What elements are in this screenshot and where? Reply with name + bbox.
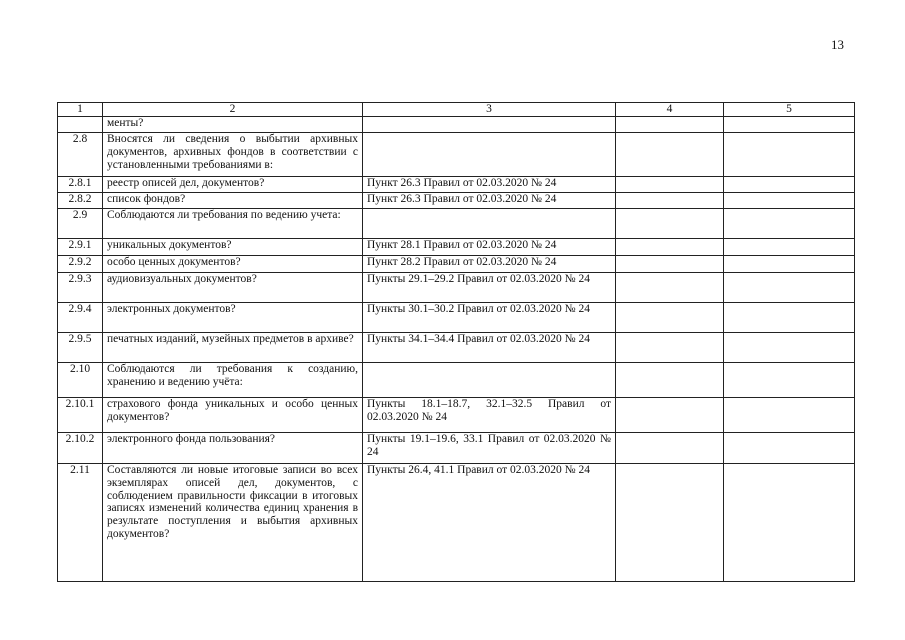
row-number: 2.9.2 bbox=[58, 256, 103, 273]
question-text: особо ценных документов? bbox=[103, 256, 363, 273]
table-row bbox=[58, 133, 855, 177]
answer-cell bbox=[616, 333, 724, 363]
table-row bbox=[58, 303, 855, 333]
note-cell bbox=[724, 177, 855, 193]
answer-cell bbox=[616, 256, 724, 273]
note-cell bbox=[724, 333, 855, 363]
question-text: менты? bbox=[103, 117, 363, 133]
answer-cell bbox=[616, 193, 724, 209]
table-row bbox=[58, 177, 855, 193]
reference-text: Пункт 28.1 Правил от 02.03.2020 № 24 bbox=[363, 239, 616, 256]
table-row bbox=[58, 398, 855, 433]
row-number: 2.8.1 bbox=[58, 177, 103, 193]
table-row bbox=[58, 193, 855, 209]
table-row bbox=[58, 239, 855, 256]
note-cell bbox=[724, 273, 855, 303]
answer-cell bbox=[616, 209, 724, 239]
column-header: 1 bbox=[58, 103, 103, 117]
question-text: Соблюдаются ли требования по ведению учета: bbox=[103, 209, 363, 239]
answer-cell bbox=[616, 464, 724, 582]
question-text: список фондов? bbox=[103, 193, 363, 209]
reference-text: Пункт 26.3 Правил от 02.03.2020 № 24 bbox=[363, 193, 616, 209]
row-number: 2.9.3 bbox=[58, 273, 103, 303]
reference-text: Пункты 30.1–30.2 Правил от 02.03.2020 № 24 bbox=[363, 303, 616, 333]
answer-cell bbox=[616, 133, 724, 177]
reference-text: Пункты 34.1–34.4 Правил от 02.03.2020 № 24 bbox=[363, 333, 616, 363]
answer-cell bbox=[616, 117, 724, 133]
answer-cell bbox=[616, 398, 724, 433]
row-number: 2.9.1 bbox=[58, 239, 103, 256]
note-cell bbox=[724, 239, 855, 256]
table-row bbox=[58, 117, 855, 133]
column-header: 5 bbox=[724, 103, 855, 117]
checklist-table bbox=[57, 102, 855, 582]
table-row bbox=[58, 464, 855, 582]
header-row bbox=[58, 103, 855, 117]
table-row bbox=[58, 433, 855, 464]
reference-text bbox=[363, 209, 616, 239]
note-cell bbox=[724, 363, 855, 398]
row-number: 2.11 bbox=[58, 464, 103, 582]
page-number: 13 bbox=[831, 37, 844, 52]
reference-text: Пункты 26.4, 41.1 Правил от 02.03.2020 № 24 bbox=[363, 464, 616, 582]
question-text: Составляются ли новые итоговые записи во всех экземплярах описей дел, документов, с соблюдением правильности фиксации в итоговых записях изменений количества единиц хранения в результате поступления и выбытия архивных документов? bbox=[103, 464, 363, 582]
column-header: 4 bbox=[616, 103, 724, 117]
note-cell bbox=[724, 433, 855, 464]
note-cell bbox=[724, 303, 855, 333]
answer-cell bbox=[616, 273, 724, 303]
row-number: 2.8 bbox=[58, 133, 103, 177]
note-cell bbox=[724, 209, 855, 239]
question-text: реестр описей дел, документов? bbox=[103, 177, 363, 193]
answer-cell bbox=[616, 363, 724, 398]
reference-text: Пункты 19.1–19.6, 33.1 Правил от 02.03.2020 № 24 bbox=[363, 433, 616, 464]
question-text: Соблюдаются ли требования к созданию, хранению и ведению учёта: bbox=[103, 363, 363, 398]
question-text: Вносятся ли сведения о выбытии архивных документов, архивных фондов в соответствии с установленными требованиями в: bbox=[103, 133, 363, 177]
table-row bbox=[58, 363, 855, 398]
question-text: электронных документов? bbox=[103, 303, 363, 333]
row-number: 2.9 bbox=[58, 209, 103, 239]
note-cell bbox=[724, 398, 855, 433]
answer-cell bbox=[616, 433, 724, 464]
row-number: 2.10.2 bbox=[58, 433, 103, 464]
table-row bbox=[58, 273, 855, 303]
reference-text: Пункты 18.1–18.7, 32.1–32.5 Правил от 02.03.2020 № 24 bbox=[363, 398, 616, 433]
note-cell bbox=[724, 117, 855, 133]
answer-cell bbox=[616, 239, 724, 256]
row-number: 2.10 bbox=[58, 363, 103, 398]
row-number: 2.8.2 bbox=[58, 193, 103, 209]
column-header: 3 bbox=[363, 103, 616, 117]
note-cell bbox=[724, 256, 855, 273]
note-cell bbox=[724, 133, 855, 177]
table-body bbox=[58, 117, 855, 582]
question-text: аудиовизуальных документов? bbox=[103, 273, 363, 303]
table-row bbox=[58, 209, 855, 239]
table-row bbox=[58, 333, 855, 363]
table-row bbox=[58, 256, 855, 273]
answer-cell bbox=[616, 177, 724, 193]
reference-text bbox=[363, 133, 616, 177]
row-number: 2.10.1 bbox=[58, 398, 103, 433]
answer-cell bbox=[616, 303, 724, 333]
reference-text bbox=[363, 117, 616, 133]
question-text: страхового фонда уникальных и особо ценных документов? bbox=[103, 398, 363, 433]
note-cell bbox=[724, 193, 855, 209]
row-number: 2.9.5 bbox=[58, 333, 103, 363]
reference-text: Пункт 28.2 Правил от 02.03.2020 № 24 bbox=[363, 256, 616, 273]
row-number bbox=[58, 117, 103, 133]
reference-text: Пункт 26.3 Правил от 02.03.2020 № 24 bbox=[363, 177, 616, 193]
column-header: 2 bbox=[103, 103, 363, 117]
question-text: печатных изданий, музейных предметов в архиве? bbox=[103, 333, 363, 363]
note-cell bbox=[724, 464, 855, 582]
reference-text bbox=[363, 363, 616, 398]
row-number: 2.9.4 bbox=[58, 303, 103, 333]
reference-text: Пункты 29.1–29.2 Правил от 02.03.2020 № 24 bbox=[363, 273, 616, 303]
question-text: электронного фонда пользования? bbox=[103, 433, 363, 464]
question-text: уникальных документов? bbox=[103, 239, 363, 256]
